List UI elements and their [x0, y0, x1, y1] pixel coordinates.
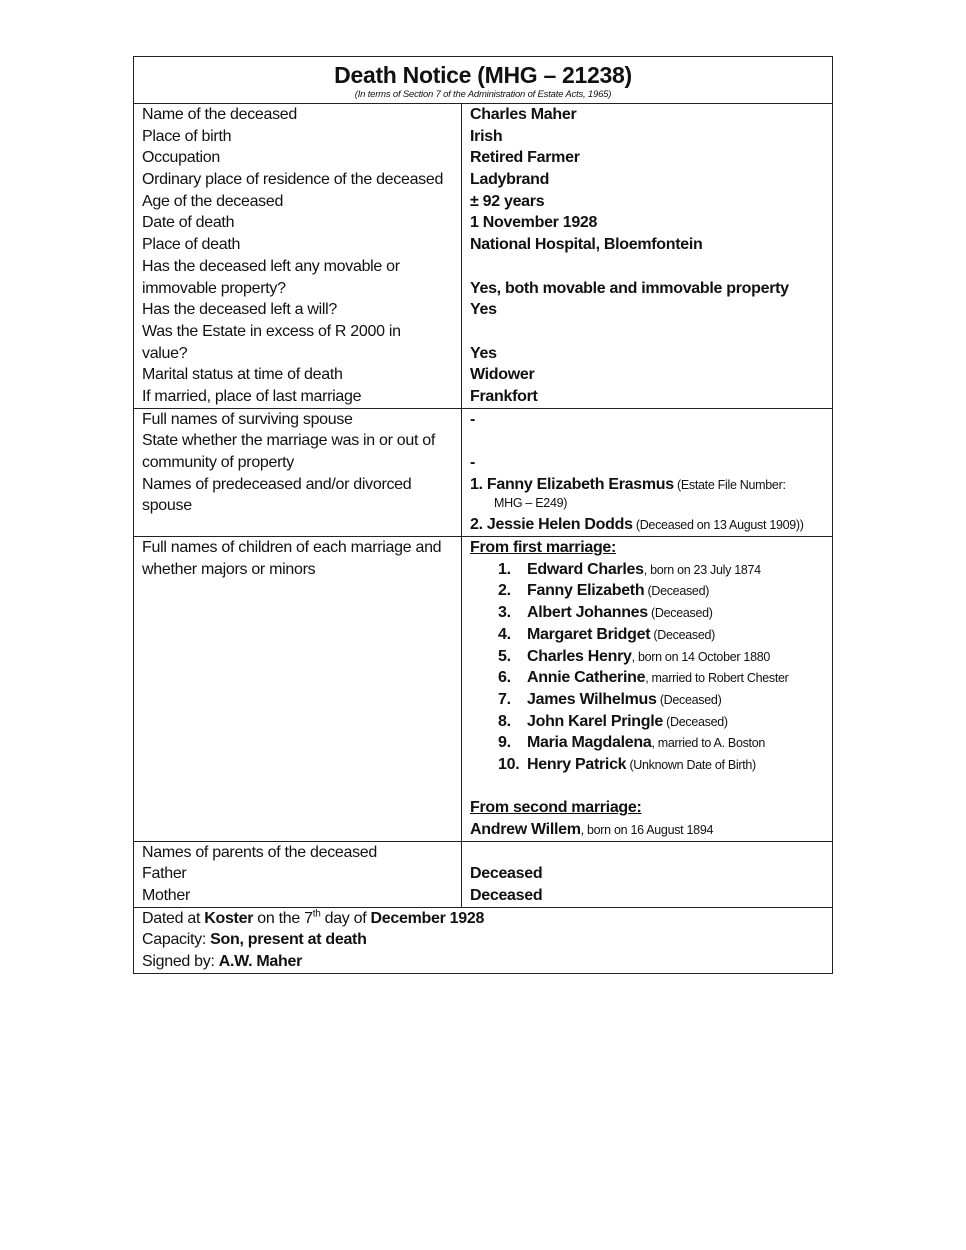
child-name: Albert Johannes	[527, 604, 648, 622]
child-number: 6.	[498, 669, 511, 687]
signed-line	[142, 951, 832, 973]
label-community-a: State whether the marriage was in or out of	[142, 432, 436, 450]
label-children-b: whether majors or minors	[142, 560, 316, 578]
label-property-a: Has the deceased left any movable or	[142, 257, 400, 275]
value-estate: Yes	[470, 344, 497, 362]
child-name: Andrew Willem	[470, 821, 581, 838]
child-item	[470, 646, 832, 668]
child-name: Fanny Elizabeth	[527, 582, 645, 600]
signature-section	[134, 908, 832, 973]
child-number: 4.	[498, 625, 511, 643]
parents-labels	[134, 842, 462, 907]
deceased-details-labels	[134, 104, 462, 408]
children-values	[462, 537, 832, 841]
value-blank	[470, 430, 832, 452]
value-spouse-2	[470, 514, 832, 536]
child-note: (Deceased)	[656, 692, 722, 707]
dated-day-of: day of	[320, 909, 371, 927]
value-surviving-spouse: -	[470, 410, 476, 428]
child-number: 3.	[498, 604, 511, 622]
spouse-values	[462, 409, 832, 536]
signed-label: Signed by:	[142, 953, 219, 971]
children-labels	[134, 537, 462, 841]
second-marriage-child	[470, 819, 832, 841]
death-notice-form	[133, 56, 833, 974]
dated-day-suffix: th	[312, 908, 321, 920]
child-number: 8.	[498, 712, 511, 730]
child-item	[470, 602, 832, 624]
label-father: Father	[142, 865, 187, 883]
label-name: Name of the deceased	[142, 106, 297, 123]
value-will: Yes	[470, 301, 497, 319]
child-number: 9.	[498, 734, 511, 752]
page-title: Death Notice (MHG – 21238)	[334, 62, 632, 88]
label-place-of-birth: Place of birth	[142, 127, 232, 145]
child-name: James Wilhelmus	[527, 690, 657, 708]
label-will: Has the deceased left a will?	[142, 301, 337, 319]
dated-prefix: Dated at	[142, 909, 205, 927]
value-marital-status: Widower	[470, 366, 535, 384]
dated-line	[142, 908, 832, 930]
label-estate-a: Was the Estate in excess of R 2000 in	[142, 322, 401, 340]
parents-values	[462, 842, 832, 907]
label-parents: Names of parents of the deceased	[142, 843, 377, 861]
child-note: , born on 16 August 1894	[580, 823, 714, 837]
deceased-details-section	[134, 104, 832, 409]
signed-value: A.W. Maher	[218, 953, 303, 971]
child-number: 5.	[498, 647, 511, 665]
dated-date: December 1928	[370, 909, 485, 927]
child-note: (Deceased)	[650, 627, 716, 642]
child-note: (Deceased)	[647, 606, 713, 621]
dated-on-the: on the	[253, 909, 305, 927]
children-section	[134, 537, 832, 842]
value-age: ± 92 years	[470, 192, 545, 210]
spouse-2-note: (Deceased on 13 August 1909))	[632, 518, 804, 533]
child-name: Annie Catherine	[527, 669, 646, 687]
title-block	[134, 57, 832, 104]
label-property-b: immovable property?	[142, 279, 286, 297]
label-date-of-death: Date of death	[142, 214, 235, 232]
child-item	[470, 732, 832, 754]
child-name: Maria Magdalena	[527, 734, 652, 752]
child-name: Edward Charles	[527, 560, 644, 578]
value-mother: Deceased	[470, 887, 543, 905]
spouse-1-note: (Estate File Number:	[673, 477, 786, 492]
child-note: , married to A. Boston	[651, 736, 766, 751]
value-name: Charles Maher	[470, 106, 577, 123]
child-note: (Deceased)	[644, 584, 710, 599]
spouse-2-name: 2. Jessie Helen Dodds	[470, 516, 633, 534]
first-marriage-heading: From first marriage:	[470, 539, 617, 557]
value-residence: Ladybrand	[470, 171, 550, 189]
label-residence: Ordinary place of residence of the deceased	[142, 171, 444, 189]
value-place-of-death: National Hospital, Bloemfontein	[470, 236, 703, 254]
value-spouse-1	[470, 474, 832, 496]
spouse-1-name: 1. Fanny Elizabeth Erasmus	[470, 475, 674, 493]
spouse-section	[134, 409, 832, 537]
child-item	[470, 667, 832, 689]
label-mother: Mother	[142, 887, 190, 905]
value-date-of-death: 1 November 1928	[470, 214, 598, 232]
capacity-label: Capacity:	[142, 931, 211, 949]
value-father: Deceased	[470, 865, 543, 883]
label-surviving-spouse: Full names of surviving spouse	[142, 410, 353, 428]
value-blank	[470, 321, 832, 343]
child-item	[470, 559, 832, 581]
value-place-of-marriage: Frankfort	[470, 387, 538, 405]
child-item	[470, 711, 832, 733]
label-predeceased-b: spouse	[142, 497, 192, 515]
label-children-a: Full names of children of each marriage and	[142, 539, 442, 557]
label-age: Age of the deceased	[142, 192, 284, 210]
label-marital-status: Marital status at time of death	[142, 366, 343, 384]
child-note: (Unknown Date of Birth)	[626, 757, 756, 772]
child-number: 1.	[498, 560, 511, 578]
child-name: Henry Patrick	[527, 755, 627, 773]
child-number: 7.	[498, 690, 511, 708]
label-predeceased-a: Names of predeceased and/or divorced	[142, 475, 412, 493]
spouse-labels	[134, 409, 462, 536]
child-note: (Deceased)	[662, 714, 728, 729]
spouse-1-file-number: MHG – E249)	[494, 496, 568, 511]
page-subtitle: (In terms of Section 7 of the Administration of Estate Acts, 1965)	[354, 89, 612, 100]
spacer	[470, 776, 832, 798]
dated-place: Koster	[204, 909, 254, 927]
deceased-details-values	[462, 104, 832, 408]
capacity-value: Son, present at death	[210, 931, 367, 949]
child-item	[470, 624, 832, 646]
child-item	[470, 754, 832, 776]
child-number: 2.	[498, 582, 511, 600]
label-estate-b: value?	[142, 344, 188, 362]
capacity-line	[142, 929, 832, 951]
child-name: John Karel Pringle	[527, 712, 663, 730]
dated-day: 7	[304, 909, 313, 927]
child-name: Charles Henry	[527, 647, 632, 665]
value-occupation: Retired Farmer	[470, 149, 580, 167]
value-blank	[470, 256, 832, 278]
value-blank	[470, 842, 832, 864]
label-place-of-death: Place of death	[142, 236, 241, 254]
parents-section	[134, 842, 832, 908]
child-number: 10.	[498, 755, 520, 773]
label-community-b: community of property	[142, 454, 294, 471]
child-item	[470, 689, 832, 711]
signature-block	[134, 908, 832, 973]
value-property: Yes, both movable and immovable property	[470, 279, 789, 297]
label-place-of-marriage: If married, place of last marriage	[142, 387, 362, 405]
label-occupation: Occupation	[142, 149, 220, 167]
child-item	[470, 580, 832, 602]
second-marriage-heading: From second marriage:	[470, 799, 642, 817]
value-place-of-birth: Irish	[470, 127, 503, 145]
child-name: Margaret Bridget	[527, 625, 651, 643]
child-note: , married to Robert Chester	[645, 671, 789, 686]
child-note: , born on 14 October 1880	[631, 649, 771, 664]
value-community: -	[470, 454, 476, 471]
child-note: , born on 23 July 1874	[643, 562, 761, 577]
